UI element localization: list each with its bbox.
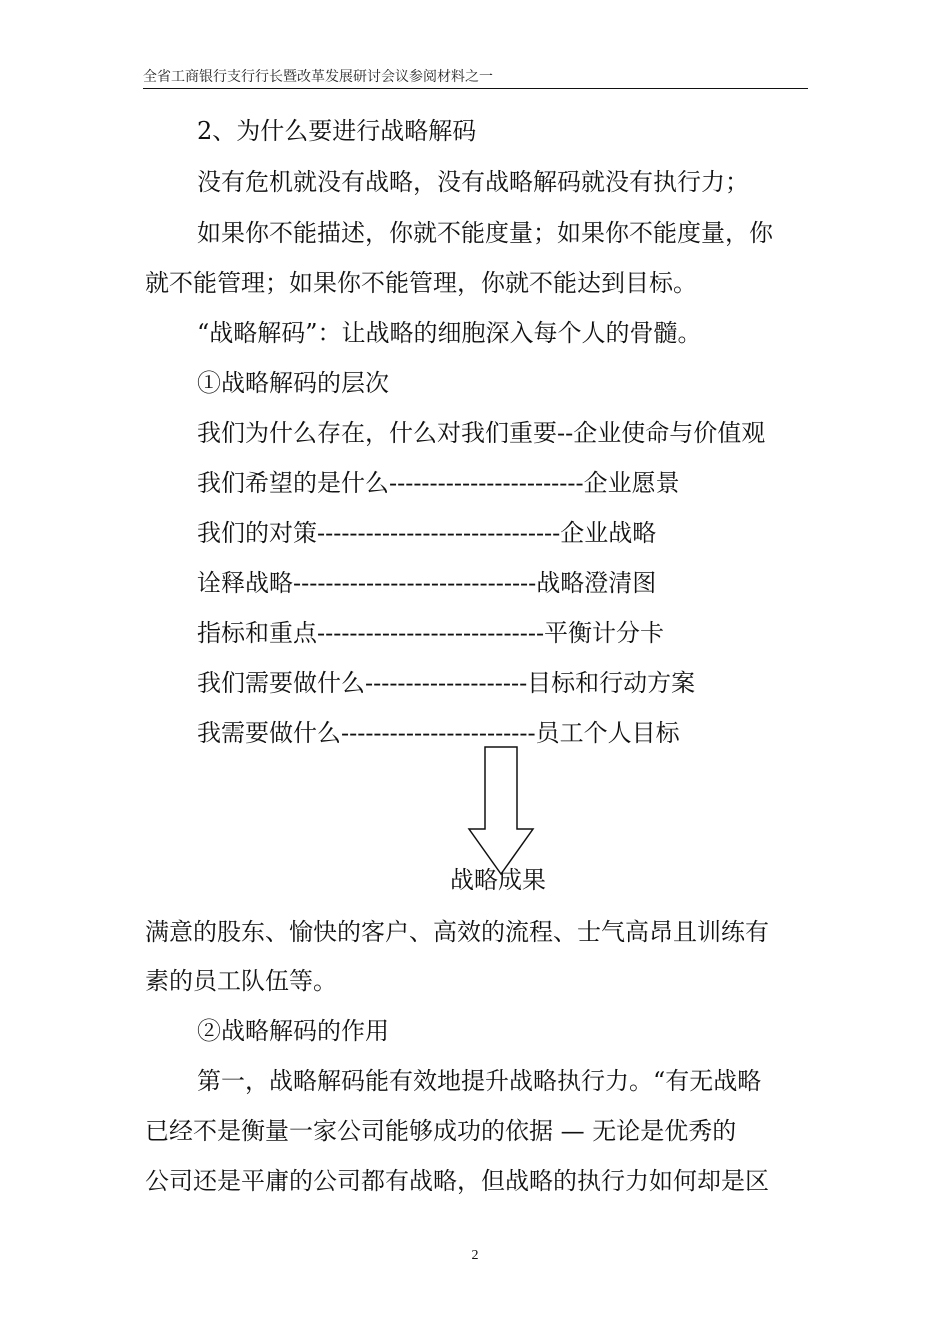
section-title: 2、为什么要进行战略解码 xyxy=(197,117,477,145)
paragraph: 就不能管理；如果你不能管理，你就不能达到目标。 xyxy=(145,269,697,297)
page-number: 2 xyxy=(471,1248,479,1263)
quote-paragraph: “战略解码”：让战略的细胞深入每个人的骨髓。 xyxy=(197,319,702,347)
level-line: 我们的对策------------------------------企业战略 xyxy=(197,519,657,547)
level-line: 我们为什么存在，什么对我们重要--企业使命与价值观 xyxy=(197,419,766,447)
paragraph: 满意的股东、愉快的客户、高效的流程、士气高昂且训练有 xyxy=(145,918,769,946)
level-line: 我们希望的是什么------------------------企业愿景 xyxy=(197,469,680,497)
paragraph: 公司还是平庸的公司都有战略，但战略的执行力如何却是区 xyxy=(145,1167,769,1195)
level-line: 指标和重点----------------------------平衡计分卡 xyxy=(197,619,665,647)
paragraph: 第一，战略解码能有效地提升战略执行力。“有无战略 xyxy=(197,1067,762,1095)
paragraph: 如果你不能描述，你就不能度量；如果你不能度量，你 xyxy=(197,219,773,247)
subsection-title: ①战略解码的层次 xyxy=(197,369,389,397)
level-line: 我需要做什么------------------------员工个人目标 xyxy=(197,719,680,747)
paragraph: 素的员工队伍等。 xyxy=(145,967,337,995)
subsection-title: ②战略解码的作用 xyxy=(197,1017,389,1045)
level-line: 诠释战略------------------------------战略澄清图 xyxy=(197,569,657,597)
page-header: 全省工商银行支行行长暨改革发展研讨会议参阅材料之一 xyxy=(143,68,808,89)
arrow-caption: 战略成果 xyxy=(450,866,546,894)
paragraph: 已经不是衡量一家公司能够成功的依据 — 无论是优秀的 xyxy=(145,1117,737,1145)
paragraph: 没有危机就没有战略，没有战略解码就没有执行力； xyxy=(197,168,749,196)
down-arrow-icon xyxy=(467,746,535,876)
level-line: 我们需要做什么--------------------目标和行动方案 xyxy=(197,669,696,697)
